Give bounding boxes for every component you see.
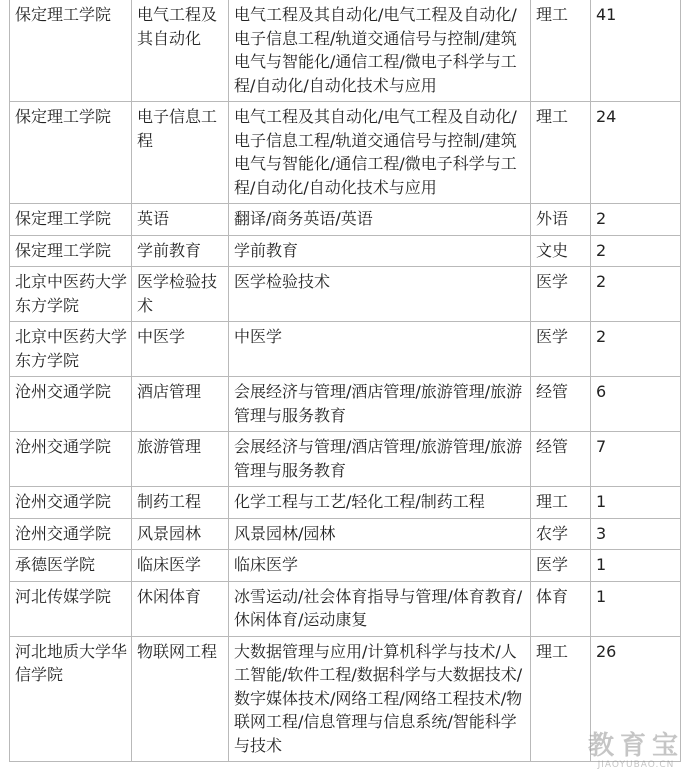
category-cell: 理工 — [531, 102, 591, 204]
table-row — [10, 267, 681, 322]
category-cell: 理工 — [531, 487, 591, 519]
category-cell: 理工 — [531, 636, 591, 762]
major-cell: 医学检验技术 — [132, 267, 229, 322]
school-cell: 沧州交通学院 — [10, 432, 132, 487]
school-cell: 北京中医药大学东方学院 — [10, 322, 132, 377]
table-row — [10, 487, 681, 519]
major-cell: 电子信息工程 — [132, 102, 229, 204]
school-cell: 保定理工学院 — [10, 235, 132, 267]
table-row — [10, 581, 681, 636]
covered-majors-cell: 会展经济与管理/酒店管理/旅游管理/旅游管理与服务教育 — [229, 432, 531, 487]
school-cell: 沧州交通学院 — [10, 377, 132, 432]
watermark-url-text: JIAOYUBAO.CN — [597, 760, 675, 770]
category-cell: 经管 — [531, 432, 591, 487]
school-cell: 河北传媒学院 — [10, 581, 132, 636]
school-cell: 承德医学院 — [10, 550, 132, 582]
major-cell: 电气工程及其自动化 — [132, 0, 229, 102]
major-cell: 物联网工程 — [132, 636, 229, 762]
category-cell: 农学 — [531, 518, 591, 550]
category-cell: 外语 — [531, 204, 591, 236]
category-cell: 医学 — [531, 267, 591, 322]
school-cell: 保定理工学院 — [10, 204, 132, 236]
school-cell: 沧州交通学院 — [10, 487, 132, 519]
table-row — [10, 377, 681, 432]
table-row — [10, 204, 681, 236]
category-cell: 医学 — [531, 322, 591, 377]
category-cell: 体育 — [531, 581, 591, 636]
major-cell: 旅游管理 — [132, 432, 229, 487]
count-cell: 26 — [591, 636, 681, 762]
table-row — [10, 322, 681, 377]
major-cell: 休闲体育 — [132, 581, 229, 636]
major-cell: 酒店管理 — [132, 377, 229, 432]
covered-majors-cell: 临床医学 — [229, 550, 531, 582]
covered-majors-cell: 会展经济与管理/酒店管理/旅游管理/旅游管理与服务教育 — [229, 377, 531, 432]
school-cell: 保定理工学院 — [10, 0, 132, 102]
table-row — [10, 102, 681, 204]
covered-majors-cell: 电气工程及其自动化/电气工程及自动化/电子信息工程/轨道交通信号与控制/建筑电气与智能化/通信工程/微电子科学与工程/自动化/自动化技术与应用 — [229, 0, 531, 102]
table-row — [10, 235, 681, 267]
covered-majors-cell: 医学检验技术 — [229, 267, 531, 322]
category-cell: 文史 — [531, 235, 591, 267]
covered-majors-cell: 学前教育 — [229, 235, 531, 267]
watermark-main-text: 教育宝 — [587, 731, 684, 761]
count-cell: 1 — [591, 550, 681, 582]
count-cell: 2 — [591, 322, 681, 377]
covered-majors-cell: 化学工程与工艺/轻化工程/制药工程 — [229, 487, 531, 519]
count-cell: 2 — [591, 267, 681, 322]
category-cell: 经管 — [531, 377, 591, 432]
count-cell: 1 — [591, 581, 681, 636]
major-cell: 临床医学 — [132, 550, 229, 582]
school-cell: 保定理工学院 — [10, 102, 132, 204]
category-cell: 医学 — [531, 550, 591, 582]
count-cell: 6 — [591, 377, 681, 432]
school-cell: 沧州交通学院 — [10, 518, 132, 550]
count-cell: 7 — [591, 432, 681, 487]
major-cell: 英语 — [132, 204, 229, 236]
covered-majors-cell: 翻译/商务英语/英语 — [229, 204, 531, 236]
major-cell: 中医学 — [132, 322, 229, 377]
count-cell: 2 — [591, 204, 681, 236]
major-cell: 制药工程 — [132, 487, 229, 519]
count-cell: 24 — [591, 102, 681, 204]
table-row — [10, 550, 681, 582]
count-cell: 2 — [591, 235, 681, 267]
table-row — [10, 518, 681, 550]
count-cell: 1 — [591, 487, 681, 519]
enrollment-table — [9, 0, 681, 762]
table-row — [10, 432, 681, 487]
major-cell: 风景园林 — [132, 518, 229, 550]
major-cell: 学前教育 — [132, 235, 229, 267]
covered-majors-cell: 冰雪运动/社会体育指导与管理/体育教育/休闲体育/运动康复 — [229, 581, 531, 636]
covered-majors-cell: 风景园林/园林 — [229, 518, 531, 550]
covered-majors-cell: 大数据管理与应用/计算机科学与技术/人工智能/软件工程/数据科学与大数据技术/数字媒体技术/网络工程/网络工程技术/物联网工程/信息管理与信息系统/智能科学与技术 — [229, 636, 531, 762]
category-cell: 理工 — [531, 0, 591, 102]
count-cell: 3 — [591, 518, 681, 550]
table-body — [10, 0, 681, 762]
table-row — [10, 636, 681, 762]
school-cell: 河北地质大学华信学院 — [10, 636, 132, 762]
covered-majors-cell: 中医学 — [229, 322, 531, 377]
covered-majors-cell: 电气工程及其自动化/电气工程及自动化/电子信息工程/轨道交通信号与控制/建筑电气与智能化/通信工程/微电子科学与工程/自动化/自动化技术与应用 — [229, 102, 531, 204]
count-cell: 41 — [591, 0, 681, 102]
school-cell: 北京中医药大学东方学院 — [10, 267, 132, 322]
table-row — [10, 0, 681, 102]
